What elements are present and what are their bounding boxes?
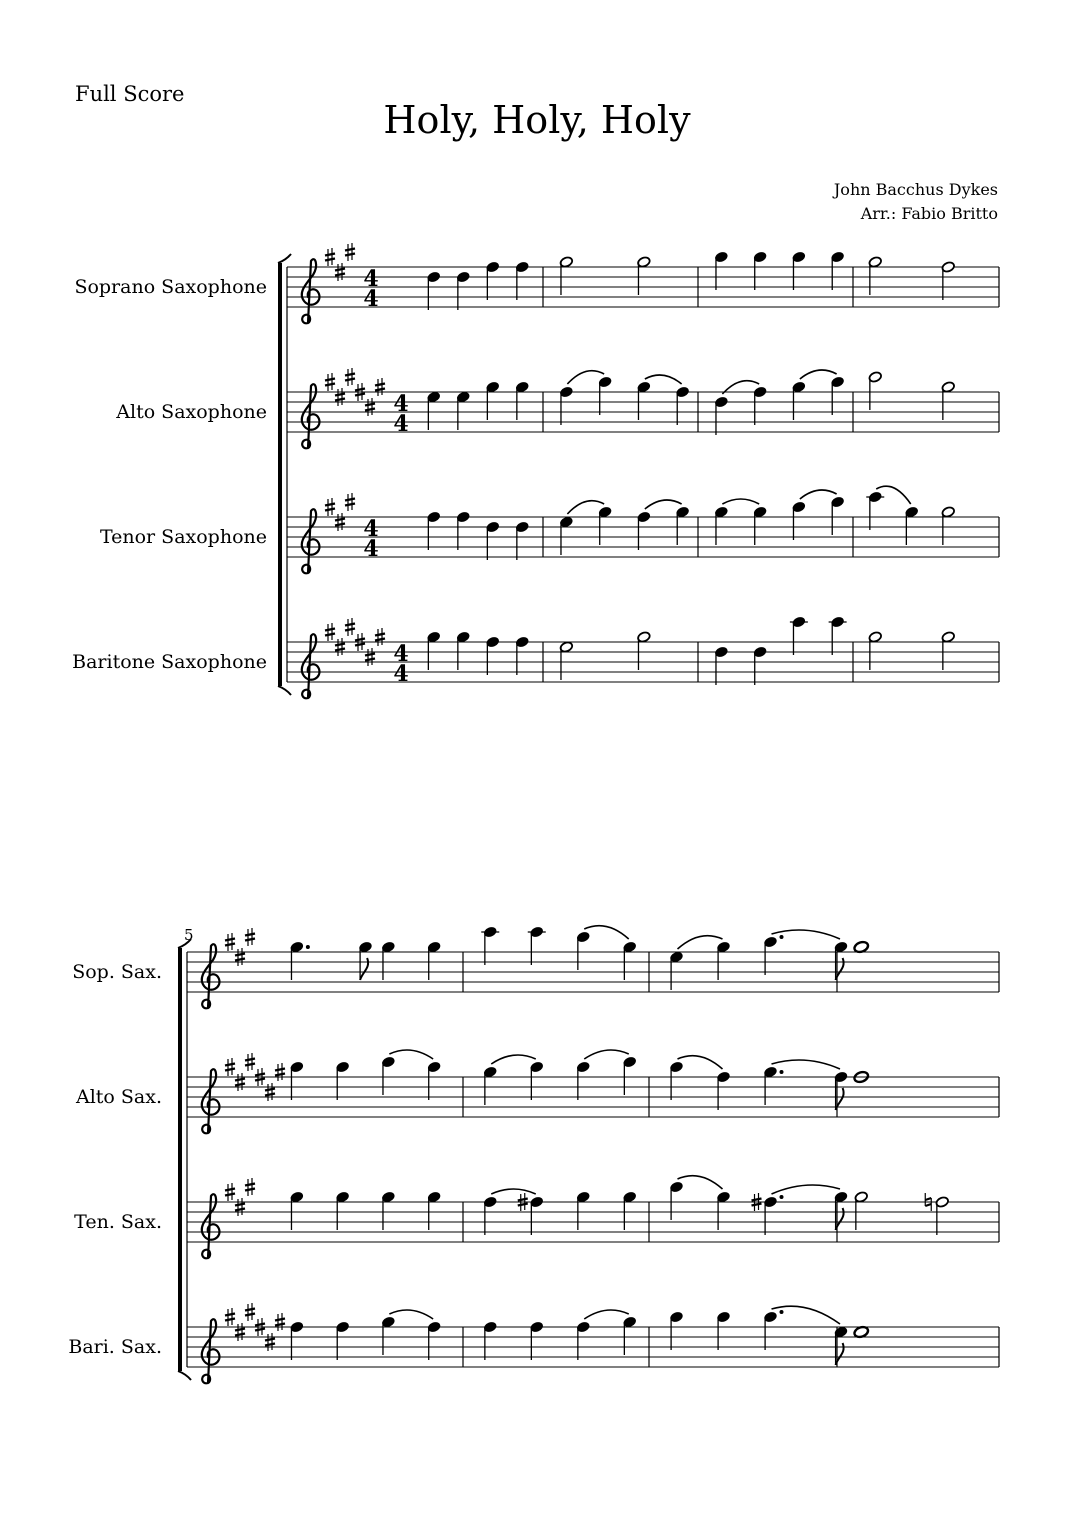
note (637, 381, 651, 420)
sharp-bar (255, 1324, 265, 1326)
note (576, 931, 590, 970)
sharp-bar (325, 259, 335, 261)
key-sharp-icon (335, 513, 345, 531)
note (830, 376, 844, 415)
note (559, 386, 573, 425)
note (456, 391, 470, 430)
key-sharp-icon (245, 1303, 255, 1321)
note (716, 1311, 730, 1350)
note (456, 511, 470, 550)
note (868, 631, 882, 670)
key-sharp-icon (345, 493, 355, 511)
treble-clef-icon (202, 1069, 220, 1133)
time-sig-denominator: 4 (363, 286, 379, 312)
sharp-bar (325, 379, 335, 381)
sharp-bar (345, 629, 355, 631)
bracket-hook (278, 254, 291, 263)
note (427, 511, 441, 550)
note (623, 1191, 637, 1230)
note (381, 1056, 395, 1095)
arranger-credit: Arr.: Fabio Britto (860, 204, 998, 223)
sharp-bar (518, 1204, 528, 1206)
sharp-bar (355, 644, 365, 646)
note (483, 1196, 497, 1235)
key-sharp-icon (235, 948, 245, 966)
note (515, 381, 529, 420)
key-sharp-icon (345, 368, 355, 386)
instrument-label: Sop. Sax. (72, 961, 162, 983)
key-sharp-icon (375, 378, 385, 396)
slur (678, 1056, 723, 1069)
note (669, 1181, 683, 1220)
sharp-bar (335, 644, 345, 646)
key-sharp-icon (365, 398, 375, 416)
slur (584, 1050, 629, 1059)
sharp-bar (355, 639, 365, 641)
sharp-bar (325, 509, 335, 511)
sharp-bar (235, 959, 245, 961)
note (559, 256, 573, 295)
note (290, 941, 310, 980)
note (714, 251, 728, 290)
augmentation-dot (306, 945, 310, 949)
note (830, 496, 844, 535)
note (752, 1193, 784, 1235)
sharp-bar (325, 504, 335, 506)
note (515, 636, 529, 675)
note (868, 371, 882, 410)
key-sharp-icon (275, 1313, 285, 1331)
key-sharp-icon (225, 933, 235, 951)
treble-clef-icon (302, 509, 320, 573)
note (834, 941, 848, 980)
natural-bar (925, 1204, 931, 1206)
measure-number: 5 (184, 926, 194, 944)
key-sharp-icon (265, 1333, 275, 1351)
sharp-bar (345, 379, 355, 381)
sharp-bar (275, 1319, 285, 1321)
sharp-bar (235, 1084, 245, 1086)
note (427, 1191, 441, 1230)
key-sharp-icon (235, 1073, 245, 1091)
note (941, 631, 955, 670)
key-sharp-icon (265, 1083, 275, 1101)
sharp-bar (265, 1344, 275, 1346)
sharp-bar (345, 249, 355, 251)
sharp-bar (375, 634, 385, 636)
note (763, 1310, 783, 1350)
score-label: Full Score (75, 82, 185, 106)
note (598, 376, 612, 415)
note (486, 261, 500, 300)
sharp-bar (235, 1079, 245, 1081)
note (941, 261, 955, 300)
note (518, 1193, 544, 1235)
page-title: Holy, Holy, Holy (383, 98, 691, 142)
sharp-bar (365, 654, 375, 656)
sharp-bar (245, 1064, 255, 1066)
note (486, 521, 500, 560)
key-sharp-icon (375, 628, 385, 646)
sharp-bar (365, 659, 375, 661)
key-sharp-icon (245, 928, 255, 946)
augmentation-dot (780, 1195, 784, 1199)
note (675, 506, 689, 545)
staff (72, 926, 999, 1009)
sharp-bar (365, 409, 375, 411)
note (675, 386, 689, 425)
sharp-bar (265, 1339, 275, 1341)
sharp-bar (345, 254, 355, 256)
note (905, 506, 919, 545)
note (834, 1191, 848, 1230)
sharp-bar (355, 389, 365, 391)
note (792, 381, 806, 420)
staff (74, 1176, 999, 1259)
slur (567, 371, 604, 384)
note (335, 1061, 349, 1100)
note (941, 381, 955, 420)
staff (74, 243, 999, 323)
key-sharp-icon (345, 243, 355, 261)
instrument-label: Ten. Sax. (74, 1211, 162, 1233)
note (623, 941, 637, 980)
augmentation-dot (780, 935, 784, 939)
staff (100, 486, 999, 573)
score-system (68, 926, 999, 1384)
note (381, 1191, 395, 1230)
note (763, 935, 783, 975)
key-sharp-icon (335, 263, 345, 281)
note (753, 251, 767, 290)
sharp-bar (245, 1314, 255, 1316)
sharp-bar (335, 394, 345, 396)
slur (800, 370, 837, 379)
slur (389, 1310, 433, 1319)
treble-clef-icon (302, 259, 320, 323)
score-system (72, 243, 999, 698)
note (456, 271, 470, 310)
natural-bar (925, 1198, 931, 1200)
note (381, 941, 395, 980)
sharp-bar (245, 1059, 255, 1061)
sharp-bar (325, 384, 335, 386)
note (753, 386, 767, 425)
sharp-bar (245, 1184, 255, 1186)
instrument-label: Alto Saxophone (116, 401, 267, 423)
key-sharp-icon (275, 1063, 285, 1081)
sharp-bar (325, 629, 335, 631)
system-bracket (278, 263, 282, 686)
note (576, 1321, 590, 1360)
sharp-bar (275, 1074, 285, 1076)
sharp-bar (275, 1069, 285, 1071)
note (830, 251, 844, 290)
system-bracket (178, 948, 182, 1371)
instrument-label: Tenor Saxophone (99, 526, 267, 548)
note (834, 1326, 848, 1365)
key-sharp-icon (225, 1308, 235, 1326)
note (637, 631, 651, 670)
key-sharp-icon (325, 373, 335, 391)
instrument-label: Baritone Saxophone (72, 651, 267, 673)
sharp-bar (325, 634, 335, 636)
sharp-bar (255, 1079, 265, 1081)
note (763, 1066, 783, 1105)
key-sharp-icon (365, 648, 375, 666)
sharp-bar (265, 1089, 275, 1091)
slur (876, 486, 911, 504)
note (290, 1191, 304, 1230)
note (427, 1321, 441, 1360)
sharp-bar (335, 519, 345, 521)
note (515, 261, 529, 300)
key-sharp-icon (235, 1198, 245, 1216)
time-sig-numerator: 4 (393, 391, 409, 417)
note (790, 616, 808, 655)
note (381, 1316, 395, 1355)
key-sharp-icon (245, 1053, 255, 1071)
key-sharp-icon (325, 498, 335, 516)
sharp-bar (245, 1309, 255, 1311)
note (427, 631, 441, 670)
sharp-bar (375, 639, 385, 641)
note (792, 501, 806, 540)
note (576, 1191, 590, 1230)
note (530, 1061, 544, 1100)
slur (389, 1050, 433, 1059)
note (559, 516, 573, 555)
sharp-bar (245, 934, 255, 936)
note (623, 1056, 637, 1095)
time-sig-denominator: 4 (393, 411, 409, 437)
note (576, 1061, 590, 1100)
sharp-bar (375, 384, 385, 386)
slur (722, 499, 759, 504)
sharp-bar (275, 1324, 285, 1326)
sharp-bar (265, 1094, 275, 1096)
key-sharp-icon (345, 618, 355, 636)
note (716, 1071, 730, 1110)
sharp-bar (245, 1189, 255, 1191)
note (792, 251, 806, 290)
note (486, 381, 500, 420)
time-sig-denominator: 4 (393, 661, 409, 687)
note (528, 926, 546, 965)
sharp-bar (225, 944, 235, 946)
sharp-bar (225, 1319, 235, 1321)
sharp-bar (225, 939, 235, 941)
slur (584, 926, 629, 939)
sharp-bar (255, 1074, 265, 1076)
sharp-bar (325, 254, 335, 256)
note (941, 506, 955, 545)
note (714, 396, 728, 435)
note (925, 1193, 949, 1235)
sharp-bar (245, 939, 255, 941)
note (714, 506, 728, 545)
sharp-bar (335, 274, 345, 276)
note (486, 636, 500, 675)
note (753, 506, 767, 545)
augmentation-dot (780, 1310, 784, 1314)
note (290, 1061, 304, 1100)
key-sharp-icon (225, 1058, 235, 1076)
note (716, 1191, 730, 1230)
note (335, 1191, 349, 1230)
instrument-label: Soprano Saxophone (74, 276, 267, 298)
time-sig-numerator: 4 (393, 641, 409, 667)
staff (75, 1050, 999, 1133)
sharp-bar (752, 1204, 762, 1206)
note (481, 926, 499, 965)
key-sharp-icon (245, 1178, 255, 1196)
treble-clef-icon (202, 944, 220, 1008)
note (335, 1321, 349, 1360)
note (515, 521, 529, 560)
note (868, 256, 882, 295)
note (427, 941, 441, 980)
note (598, 506, 612, 545)
slur (491, 1055, 536, 1064)
composer-credit: John Bacchus Dykes (833, 180, 998, 199)
note (669, 1061, 683, 1100)
staff (115, 368, 999, 448)
slur (645, 375, 682, 384)
time-sig-numerator: 4 (363, 266, 379, 292)
note (559, 641, 573, 680)
key-sharp-icon (225, 1183, 235, 1201)
key-sharp-icon (325, 248, 335, 266)
note (427, 1061, 441, 1100)
note (483, 1066, 497, 1105)
sharp-bar (335, 269, 345, 271)
sharp-bar (335, 399, 345, 401)
sharp-bar (375, 389, 385, 391)
note (714, 646, 728, 685)
sharp-bar (345, 504, 355, 506)
slur (567, 501, 604, 514)
sharp-bar (335, 649, 345, 651)
instrument-label: Alto Sax. (75, 1086, 162, 1108)
note (716, 941, 730, 980)
time-sig-denominator: 4 (363, 536, 379, 562)
key-sharp-icon (335, 388, 345, 406)
slur (678, 936, 723, 949)
note (637, 511, 651, 550)
note (623, 1316, 637, 1355)
sharp-bar (225, 1314, 235, 1316)
note (829, 616, 847, 655)
sharp-bar (752, 1199, 762, 1201)
sharp-bar (518, 1199, 528, 1201)
slur (645, 500, 682, 509)
bracket-hook (278, 686, 291, 695)
note (753, 646, 767, 685)
note (456, 631, 470, 670)
sharp-bar (235, 954, 245, 956)
note (358, 941, 372, 980)
note (427, 271, 441, 310)
note (290, 1321, 304, 1360)
slur (491, 1189, 536, 1194)
sharp-bar (235, 1329, 245, 1331)
treble-clef-icon (302, 634, 320, 698)
note (854, 1191, 868, 1230)
sharp-bar (345, 374, 355, 376)
sharp-bar (365, 404, 375, 406)
note (483, 1321, 497, 1360)
sharp-bar (235, 1209, 245, 1211)
treble-clef-icon (202, 1194, 220, 1258)
sharp-bar (235, 1334, 245, 1336)
sharp-bar (355, 394, 365, 396)
sharp-bar (225, 1069, 235, 1071)
bracket-hook (178, 1371, 191, 1380)
sharp-bar (225, 1064, 235, 1066)
slur (772, 1060, 841, 1069)
treble-clef-icon (202, 1319, 220, 1383)
slur (772, 1185, 841, 1194)
note (637, 256, 651, 295)
note (669, 1311, 683, 1350)
staff (72, 616, 999, 698)
note (427, 391, 441, 430)
note (866, 491, 884, 530)
slur (772, 1306, 841, 1324)
sharp-bar (335, 524, 345, 526)
augmentation-dot (780, 1070, 784, 1074)
slur (800, 490, 837, 499)
slur (678, 1176, 723, 1189)
slur (584, 1310, 629, 1319)
sharp-bar (235, 1204, 245, 1206)
treble-clef-icon (302, 384, 320, 448)
key-sharp-icon (325, 623, 335, 641)
time-sig-numerator: 4 (363, 516, 379, 542)
key-sharp-icon (335, 638, 345, 656)
sharp-bar (225, 1194, 235, 1196)
sharp-bar (225, 1189, 235, 1191)
staff (68, 1303, 999, 1383)
sharp-bar (255, 1329, 265, 1331)
key-sharp-icon (235, 1323, 245, 1341)
note-flag (360, 958, 368, 980)
note (530, 1321, 544, 1360)
sharp-bar (345, 499, 355, 501)
note (834, 1071, 848, 1110)
instrument-label: Bari. Sax. (68, 1336, 162, 1358)
sharp-bar (345, 624, 355, 626)
note (669, 951, 683, 990)
